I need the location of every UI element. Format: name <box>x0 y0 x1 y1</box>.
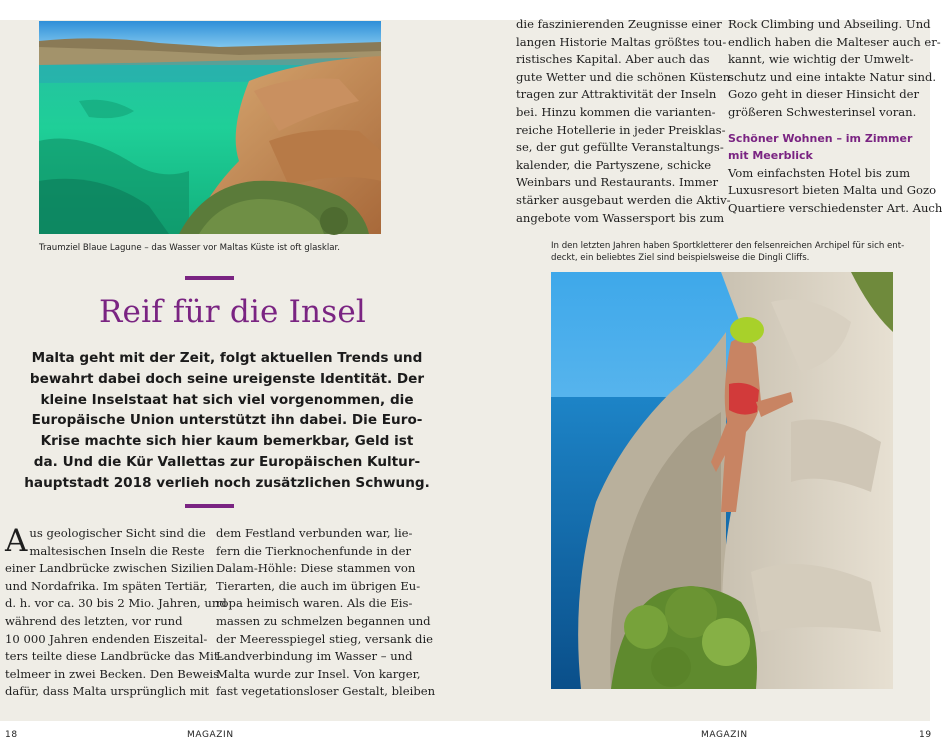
subheading: Schöner Wohnen – im Zimmer <box>728 131 913 145</box>
body-column-3 <box>516 16 731 227</box>
lead-line: Malta geht mit der Zeit, folgt aktuellen Trends und <box>31 350 423 366</box>
section-label: MAGAZIN <box>187 730 234 740</box>
body-line: die faszinierenden Zeugnisse einer <box>516 17 722 31</box>
lagoon-photo <box>39 21 381 234</box>
body-line: Dalam-Höhle: Diese stammen von <box>216 561 416 576</box>
subheading: mit Meerblick <box>728 149 813 163</box>
body-line: se, der gut gefüllte Veranstaltungs- <box>516 140 724 155</box>
lagoon-photo-caption: Traumziel Blaue Lagune – das Wasser vor Maltas Küste ist oft glasklar. <box>39 243 340 253</box>
body-line: während des letzten, vor rund <box>5 613 183 628</box>
lead-line: Krise machte sich hier kaum bemerkbar, Geld ist <box>40 433 414 450</box>
body-line: tragen zur Attraktivität der Inseln <box>516 87 717 102</box>
lead-line: hauptstadt 2018 verlieh noch zusätzlichen Schwung. <box>24 474 430 491</box>
climber-photo <box>551 272 893 689</box>
body-line: kalender, die Partyszene, schicke <box>516 157 712 172</box>
body-line: ropa heimisch waren. Als die Eis- <box>216 596 413 611</box>
body-line: angebote vom Wassersport bis zum <box>516 210 725 225</box>
body-line: us geologischer Sicht sind die <box>29 526 206 540</box>
body-line: einer Landbrücke zwischen Sizilien <box>5 561 214 576</box>
body-line: massen zu schmelzen begannen und <box>216 613 431 628</box>
body-column-2 <box>216 525 436 701</box>
article-headline: Reif für die Insel <box>99 294 366 330</box>
body-line: Landverbindung im Wasser – und <box>216 649 413 664</box>
caption-line: In den letzten Jahren haben Sportkletterer den felsenreichen Archipel für sich ent- <box>551 241 905 251</box>
caption-line: deckt, ein beliebtes Ziel sind beispielsweise die Dingli Cliffs. <box>551 253 810 263</box>
body-line: 10 000 Jahren endenden Eiszeital- <box>5 631 208 646</box>
body-column-4 <box>728 16 942 218</box>
body-line: kannt, wie wichtig der Umwelt- <box>728 52 914 67</box>
body-line: d. h. vor ca. 30 bis 2 Mio. Jahren, und <box>5 596 227 611</box>
section-label: MAGAZIN <box>701 730 748 740</box>
body-line: Malta wurde zur Insel. Von karger, <box>216 666 421 681</box>
climber-photo-caption <box>551 240 921 264</box>
body-line: Quartiere verschiedenster Art. Auch <box>728 200 942 215</box>
body-line: langen Historie Maltas größtes tou- <box>516 34 727 49</box>
body-line: Gozo geht in dieser Hinsicht der <box>728 87 920 102</box>
body-line: dem Festland verbunden war, lie- <box>216 526 413 540</box>
body-line: telmeer in zwei Becken. Den Beweis <box>5 666 220 681</box>
lead-paragraph <box>22 348 432 494</box>
body-line: reiche Hotellerie in jeder Preisklas- <box>516 122 726 137</box>
body-line: endlich haben die Malteser auch er- <box>728 34 941 49</box>
body-line: dafür, dass Malta ursprünglich mit <box>5 684 210 699</box>
lead-bottom-rule <box>185 504 234 508</box>
body-line: ristisches Kapital. Aber auch das <box>516 52 710 67</box>
body-line: maltesischen Inseln die Reste <box>29 543 205 558</box>
right-page <box>465 17 942 740</box>
page-number: 18 <box>5 730 18 740</box>
body-column-1 <box>5 523 227 701</box>
body-line: Tierarten, die auch im übrigen Eu- <box>216 578 421 593</box>
lead-line: kleine Inselstaat hat sich viel vorgenommen, die <box>40 391 414 408</box>
left-page <box>0 20 465 740</box>
page-number: 19 <box>919 730 932 740</box>
body-line: der Meeresspiegel stieg, versank die <box>216 631 434 646</box>
body-line: ters teilte diese Landbrücke das Mit- <box>5 649 223 664</box>
body-line: größeren Schwesterinsel voran. <box>728 104 917 119</box>
body-line: und Nordafrika. Im späten Tertiär, <box>5 578 208 593</box>
body-line: Luxusresort bieten Malta und Gozo <box>728 183 937 198</box>
body-line: Vom einfachsten Hotel bis zum <box>728 165 911 180</box>
body-line: stärker ausgebaut werden die Aktiv- <box>516 192 731 207</box>
lead-line: Europäische Union unterstützt ihn dabei. Die Euro- <box>31 412 423 429</box>
body-line: fast vegetationsloser Gestalt, bleiben <box>216 684 436 699</box>
drop-cap: A <box>5 523 28 559</box>
headline-top-rule <box>185 276 234 280</box>
body-line: fern die Tierknochenfunde in der <box>216 543 412 558</box>
body-line: bei. Hinzu kommen die varianten- <box>516 104 716 119</box>
body-line: Rock Climbing und Abseiling. Und <box>728 17 931 31</box>
lead-line: bewahrt dabei doch seine ureigenste Identität. Der <box>29 370 425 387</box>
body-line: gute Wetter und die schönen Küsten <box>516 69 731 84</box>
lead-line: da. Und die Kür Vallettas zur Europäischen Kultur- <box>33 453 421 470</box>
body-line: Weinbars und Restaurants. Immer <box>516 175 719 190</box>
body-line: schutz und eine intakte Natur sind. <box>728 69 937 84</box>
